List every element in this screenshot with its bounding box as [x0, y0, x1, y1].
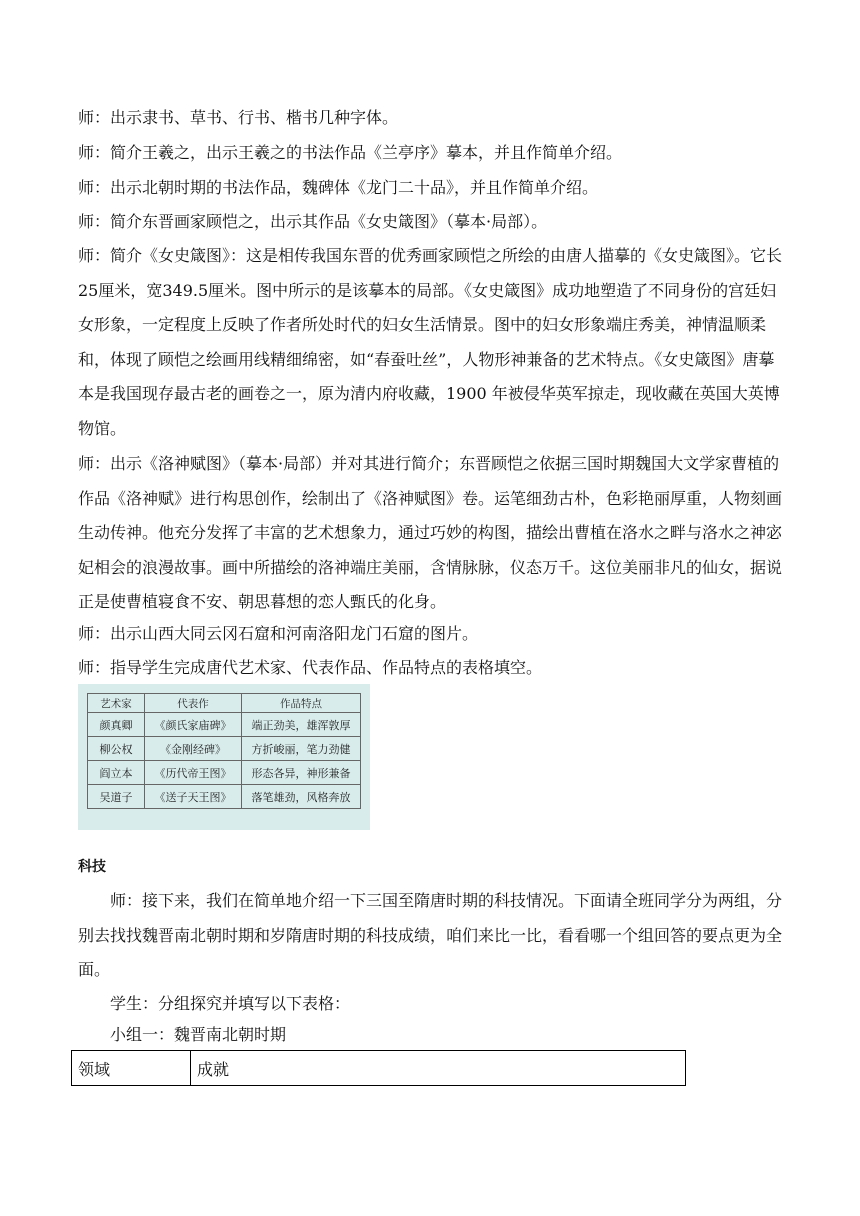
- table-header: 成就: [191, 1051, 686, 1086]
- table-cell: 颜真卿: [88, 713, 145, 737]
- table-cell: 落笔雄劲，风格奔放: [242, 785, 361, 809]
- paragraph-weibei: 师：出示北朝时期的书法作品，魏碑体《龙门二十品》，并且作简单介绍。: [78, 178, 599, 197]
- paragraph-grottoes: 师：出示山西大同云冈石窟和河南洛阳龙门石窟的图片。: [78, 624, 479, 643]
- group-one-table: [71, 1050, 686, 1086]
- table-cell: 《历代帝王图》: [145, 761, 242, 785]
- table-cell: 柳公权: [88, 737, 145, 761]
- section-heading-tech: 科技: [78, 859, 106, 875]
- table-cell: 方折峻丽，笔力劲健: [242, 737, 361, 761]
- table-cell: 《金刚经碑》: [145, 737, 242, 761]
- table-cell: 形态各异，神形兼备: [242, 761, 361, 785]
- table-row: [88, 761, 361, 785]
- table-header: 领域: [72, 1051, 191, 1086]
- table-header: 代表作: [145, 694, 242, 713]
- paragraph-tech-intro: 师：接下来，我们在简单地介绍一下三国至隋唐时期的科技情况。下面请全班同学分为两组，分别去找找魏晋南北朝时期和岁隋唐时期的科技成绩，咱们来比一比，看看哪一个组回答的要点更为全面。: [78, 891, 783, 979]
- table-cell: 端正劲美，雄浑敦厚: [242, 713, 361, 737]
- table-cell: 《送子天王图》: [145, 785, 242, 809]
- paragraph-table-guide: 师：指导学生完成唐代艺术家、代表作品、作品特点的表格填空。: [78, 658, 543, 677]
- paragraph-luoshenfutu: 师：出示《洛神赋图》（摹本·局部）并对其进行简介；东晋顾恺之依据三国时期魏国大文学家曹植的作品《洛神赋》进行构思创作，绘制出了《洛神赋图》卷。运笔细劲古朴，色彩艳丽厚重，人物刻画生动传神。他充分发挥了丰富的艺术想象力，通过巧妙的构图，描绘出曹植在洛水之畔与洛水之神宓妃相会的浪漫故事。画中所描绘的洛神端庄美丽，含情脉脉，仪态万千。这位美丽非凡的仙女，据说正是使曹植寝食不安、朝思暮想的恋人甄氏的化身。: [78, 454, 783, 611]
- table-header: 艺术家: [88, 694, 145, 713]
- table-header-row: [72, 1051, 686, 1086]
- table-row: [88, 785, 361, 809]
- paragraph-nvshizhentu: 师：简介《女史箴图》：这是相传我国东晋的优秀画家顾恺之所绘的由唐人描摹的《女史箴图》。它长25厘米，宽349.5厘米。图中所示的是该摹本的局部。《女史箴图》成功地塑造了不同身份的宫廷妇女形象，一定程度上反映了作者所处时代的妇女生活情景。图中的妇女形象端庄秀美，神情温顺柔和，体现了顾恺之绘画用线精细绵密，如“春蚕吐丝”，人物形神兼备的艺术特点。《女史箴图》唐摹本是我国现存最古老的画卷之一，原为清内府收藏，1900 年被侵华英军掠走，现收藏在英国大英博物馆。: [78, 246, 783, 438]
- table-cell: 吴道子: [88, 785, 145, 809]
- paragraph-gukaizhi: 师：简介东晋画家顾恺之，出示其作品《女史箴图》（摹本·局部）。: [78, 212, 548, 231]
- artists-table-image: [78, 684, 370, 830]
- paragraph-students: 学生：分组探究并填写以下表格：: [110, 994, 351, 1013]
- table-header-row: [88, 694, 361, 713]
- paragraph-fonts: 师：出示隶书、草书、行书、楷书几种字体。: [78, 108, 399, 127]
- table-header: 作品特点: [242, 694, 361, 713]
- paragraph-group-one: 小组一：魏晋南北朝时期: [110, 1025, 287, 1044]
- table-cell: 阎立本: [88, 761, 145, 785]
- paragraph-wangxizhi: 师：简介王羲之，出示王羲之的书法作品《兰亭序》摹本，并且作简单介绍。: [78, 143, 623, 162]
- table-row: [88, 737, 361, 761]
- table-cell: 《颜氏家庙碑》: [145, 713, 242, 737]
- artists-table: [87, 693, 361, 809]
- table-row: [88, 713, 361, 737]
